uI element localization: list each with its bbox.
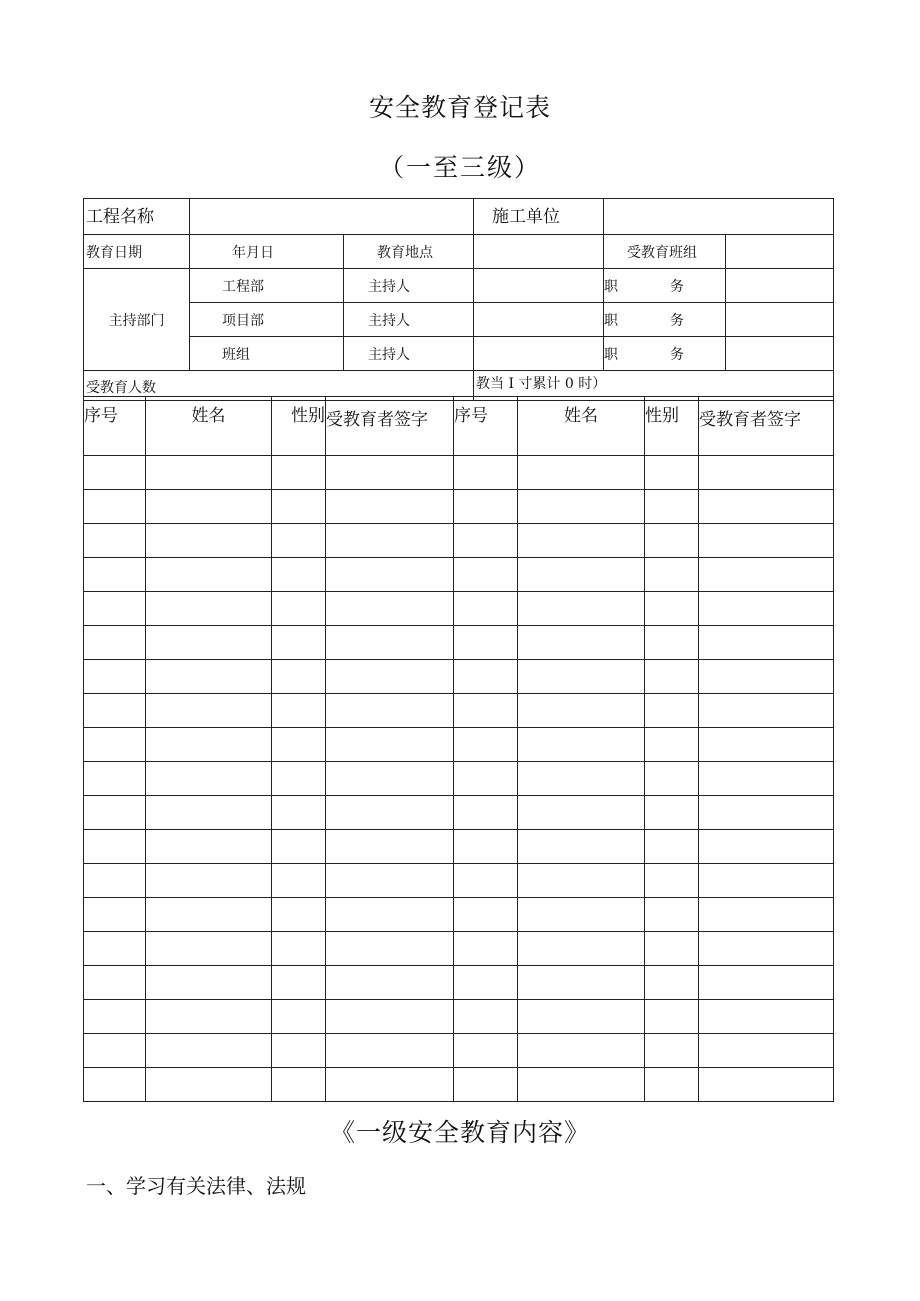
seq-cell[interactable]	[84, 558, 146, 592]
project-name-field[interactable]	[190, 199, 474, 235]
signature-cell[interactable]	[699, 1000, 834, 1034]
table-row	[84, 524, 834, 558]
name-cell[interactable]	[146, 864, 272, 898]
gender-cell[interactable]	[645, 490, 699, 524]
gender-cell[interactable]	[272, 558, 326, 592]
job-label	[604, 303, 726, 337]
seq-cell[interactable]	[84, 898, 146, 932]
gender-cell[interactable]	[645, 898, 699, 932]
construction-unit-field[interactable]	[604, 199, 834, 235]
gender-cell[interactable]	[272, 864, 326, 898]
signature-cell[interactable]	[699, 932, 834, 966]
name-cell[interactable]	[146, 626, 272, 660]
name-cell[interactable]	[146, 1000, 272, 1034]
header-signature: 受教育者签字	[699, 397, 834, 456]
signature-cell[interactable]	[326, 626, 454, 660]
seq-cell[interactable]	[84, 762, 146, 796]
gender-cell[interactable]	[272, 762, 326, 796]
seq-cell[interactable]	[84, 626, 146, 660]
gender-cell[interactable]	[645, 456, 699, 490]
host-field[interactable]	[474, 303, 604, 337]
gender-cell[interactable]	[645, 1000, 699, 1034]
table-row	[84, 1000, 834, 1034]
name-cell[interactable]	[518, 592, 645, 626]
document-title: 安全教育登记表	[368, 93, 551, 122]
seq-cell[interactable]	[84, 728, 146, 762]
table-row	[84, 898, 834, 932]
gender-cell[interactable]	[272, 932, 326, 966]
job-label	[604, 269, 726, 303]
seq-cell[interactable]	[454, 660, 518, 694]
signature-cell[interactable]	[699, 728, 834, 762]
seq-cell[interactable]	[454, 456, 518, 490]
signature-cell[interactable]	[699, 524, 834, 558]
gender-cell[interactable]	[645, 524, 699, 558]
job-label-a: 职	[604, 312, 618, 329]
signature-cell[interactable]	[326, 898, 454, 932]
gender-cell[interactable]	[645, 830, 699, 864]
seq-cell[interactable]	[454, 1000, 518, 1034]
name-cell[interactable]	[146, 592, 272, 626]
seq-cell[interactable]	[84, 694, 146, 728]
name-cell[interactable]	[518, 626, 645, 660]
name-cell[interactable]	[146, 796, 272, 830]
seq-cell[interactable]	[84, 660, 146, 694]
job-label-b: 务	[670, 346, 684, 363]
signature-cell[interactable]	[326, 932, 454, 966]
gender-cell[interactable]	[645, 558, 699, 592]
name-cell[interactable]	[518, 796, 645, 830]
gender-cell[interactable]	[272, 898, 326, 932]
seq-cell[interactable]	[454, 864, 518, 898]
name-cell[interactable]	[518, 694, 645, 728]
gender-cell[interactable]	[645, 864, 699, 898]
dept-name: 项目部	[190, 303, 344, 337]
section-title: 《一级安全教育内容》	[329, 1118, 590, 1147]
gender-cell[interactable]	[272, 728, 326, 762]
seq-cell[interactable]	[454, 524, 518, 558]
construction-unit-label: 施工单位	[474, 199, 604, 235]
gender-cell[interactable]	[272, 830, 326, 864]
seq-cell[interactable]	[454, 830, 518, 864]
name-cell[interactable]	[518, 932, 645, 966]
gender-cell[interactable]	[645, 694, 699, 728]
signature-cell[interactable]	[699, 490, 834, 524]
signature-cell[interactable]	[326, 660, 454, 694]
gender-cell[interactable]	[645, 592, 699, 626]
seq-cell[interactable]	[84, 1000, 146, 1034]
host-label: 主持人	[344, 269, 474, 303]
gender-cell[interactable]	[645, 762, 699, 796]
seq-cell[interactable]	[84, 524, 146, 558]
table-row	[84, 796, 834, 830]
project-name-label: 工程名称	[84, 199, 190, 235]
signature-cell[interactable]	[326, 762, 454, 796]
seq-cell[interactable]	[454, 966, 518, 1000]
header-gender: 性别	[272, 397, 326, 456]
signature-cell[interactable]	[326, 864, 454, 898]
seq-cell[interactable]	[454, 1068, 518, 1102]
table-row	[84, 456, 834, 490]
signature-cell[interactable]	[326, 830, 454, 864]
name-cell[interactable]	[146, 728, 272, 762]
signature-cell[interactable]	[699, 694, 834, 728]
table-row	[84, 558, 834, 592]
gender-cell[interactable]	[272, 1034, 326, 1068]
signature-cell[interactable]	[326, 524, 454, 558]
seq-cell[interactable]	[454, 592, 518, 626]
seq-cell[interactable]	[84, 592, 146, 626]
signature-cell[interactable]	[326, 592, 454, 626]
seq-cell[interactable]	[84, 966, 146, 1000]
table-row	[84, 1068, 834, 1102]
table-row	[84, 694, 834, 728]
table-row	[84, 932, 834, 966]
signature-cell[interactable]	[326, 694, 454, 728]
signature-cell[interactable]	[326, 1000, 454, 1034]
name-cell[interactable]	[518, 660, 645, 694]
name-cell[interactable]	[518, 524, 645, 558]
name-cell[interactable]	[146, 456, 272, 490]
table-row	[84, 762, 834, 796]
signature-cell[interactable]	[699, 830, 834, 864]
table-row	[84, 864, 834, 898]
table-row	[84, 966, 834, 1000]
table-row	[84, 626, 834, 660]
job-field[interactable]	[726, 303, 834, 337]
host-label: 主持人	[344, 337, 474, 371]
seq-cell[interactable]	[84, 796, 146, 830]
signature-cell[interactable]	[699, 592, 834, 626]
signature-cell[interactable]	[326, 456, 454, 490]
header-seq: 序号	[454, 397, 518, 456]
host-label: 主持人	[344, 303, 474, 337]
header-gender: 性别	[645, 397, 699, 456]
name-cell[interactable]	[146, 830, 272, 864]
edu-date-field[interactable]: 年月日	[190, 235, 344, 269]
signature-cell[interactable]	[699, 626, 834, 660]
host-field[interactable]	[474, 337, 604, 371]
name-cell[interactable]	[518, 1034, 645, 1068]
gender-cell[interactable]	[272, 1000, 326, 1034]
name-cell[interactable]	[146, 694, 272, 728]
job-label-a: 职	[604, 346, 618, 363]
seq-cell[interactable]	[454, 694, 518, 728]
signature-cell[interactable]	[326, 558, 454, 592]
table-row	[84, 490, 834, 524]
signature-cell[interactable]	[699, 966, 834, 1000]
gender-cell[interactable]	[272, 490, 326, 524]
edu-place-field[interactable]	[474, 235, 604, 269]
job-label-b: 务	[670, 278, 684, 295]
seq-cell[interactable]	[454, 796, 518, 830]
job-field[interactable]	[726, 337, 834, 371]
name-cell[interactable]	[146, 660, 272, 694]
gender-cell[interactable]	[645, 932, 699, 966]
class-label: 受教育班组	[604, 235, 726, 269]
gender-cell[interactable]	[272, 456, 326, 490]
signature-cell[interactable]	[326, 1034, 454, 1068]
gender-cell[interactable]	[645, 1034, 699, 1068]
signature-cell[interactable]	[699, 864, 834, 898]
signature-cell[interactable]	[326, 1068, 454, 1102]
job-field[interactable]	[726, 269, 834, 303]
seq-cell[interactable]	[84, 830, 146, 864]
signature-cell[interactable]	[699, 796, 834, 830]
document-subtitle: （一至三级）	[378, 153, 541, 182]
name-cell[interactable]	[518, 456, 645, 490]
seq-cell[interactable]	[454, 558, 518, 592]
name-cell[interactable]	[146, 762, 272, 796]
gender-cell[interactable]	[272, 966, 326, 1000]
seq-cell[interactable]	[454, 728, 518, 762]
gender-cell[interactable]	[272, 796, 326, 830]
seq-cell[interactable]	[84, 456, 146, 490]
seq-cell[interactable]	[454, 762, 518, 796]
table-row	[84, 728, 834, 762]
roster-header-row	[84, 397, 834, 456]
table-row	[84, 660, 834, 694]
name-cell[interactable]	[518, 830, 645, 864]
hours-label: 教当 I 寸累计 0 时）	[474, 371, 834, 401]
gender-cell[interactable]	[645, 796, 699, 830]
signature-cell[interactable]	[326, 728, 454, 762]
job-label-a: 职	[604, 278, 618, 295]
name-cell[interactable]	[518, 728, 645, 762]
seq-cell[interactable]	[454, 898, 518, 932]
count-label: 受教育人数	[84, 371, 474, 401]
signature-cell[interactable]	[326, 966, 454, 1000]
job-label	[604, 337, 726, 371]
table-row	[84, 1034, 834, 1068]
seq-cell[interactable]	[84, 1068, 146, 1102]
seq-cell[interactable]	[454, 932, 518, 966]
edu-place-label: 教育地点	[344, 235, 474, 269]
job-label-b: 务	[670, 312, 684, 329]
name-cell[interactable]	[518, 762, 645, 796]
gender-cell[interactable]	[272, 524, 326, 558]
name-cell[interactable]	[518, 898, 645, 932]
signature-cell[interactable]	[699, 456, 834, 490]
signature-cell[interactable]	[699, 660, 834, 694]
header-signature: 受教育者签字	[326, 397, 454, 456]
gender-cell[interactable]	[272, 626, 326, 660]
header-seq: 序号	[84, 397, 146, 456]
signature-cell[interactable]	[699, 1068, 834, 1102]
seq-cell[interactable]	[84, 490, 146, 524]
name-cell[interactable]	[146, 524, 272, 558]
seq-cell[interactable]	[454, 626, 518, 660]
signature-cell[interactable]	[326, 490, 454, 524]
seq-cell[interactable]	[454, 490, 518, 524]
name-cell[interactable]	[518, 1000, 645, 1034]
gender-cell[interactable]	[272, 694, 326, 728]
dept-name: 工程部	[190, 269, 344, 303]
name-cell[interactable]	[146, 1034, 272, 1068]
info-table	[83, 198, 834, 401]
gender-cell[interactable]	[645, 728, 699, 762]
content-item-1: 一、学习有关法律、法规	[86, 1174, 306, 1198]
name-cell[interactable]	[146, 966, 272, 1000]
name-cell[interactable]	[518, 864, 645, 898]
gender-cell[interactable]	[645, 626, 699, 660]
gender-cell[interactable]	[272, 660, 326, 694]
header-name: 姓名	[518, 397, 645, 456]
gender-cell[interactable]	[645, 660, 699, 694]
name-cell[interactable]	[146, 558, 272, 592]
signature-cell[interactable]	[699, 762, 834, 796]
signature-cell[interactable]	[326, 796, 454, 830]
class-field[interactable]	[726, 235, 834, 269]
name-cell[interactable]	[146, 898, 272, 932]
name-cell[interactable]	[518, 558, 645, 592]
seq-cell[interactable]	[84, 864, 146, 898]
host-dept-label: 主持部门	[84, 269, 190, 371]
dept-name: 班组	[190, 337, 344, 371]
table-row	[84, 592, 834, 626]
seq-cell[interactable]	[454, 1034, 518, 1068]
name-cell[interactable]	[146, 490, 272, 524]
gender-cell[interactable]	[272, 592, 326, 626]
name-cell[interactable]	[146, 1068, 272, 1102]
signature-cell[interactable]	[699, 898, 834, 932]
seq-cell[interactable]	[84, 932, 146, 966]
gender-cell[interactable]	[645, 1068, 699, 1102]
host-field[interactable]	[474, 269, 604, 303]
signature-cell[interactable]	[699, 1034, 834, 1068]
name-cell[interactable]	[146, 932, 272, 966]
header-name: 姓名	[146, 397, 272, 456]
signature-cell[interactable]	[699, 558, 834, 592]
name-cell[interactable]	[518, 490, 645, 524]
name-cell[interactable]	[518, 966, 645, 1000]
table-row	[84, 830, 834, 864]
edu-date-label: 教育日期	[84, 235, 190, 269]
gender-cell[interactable]	[272, 1068, 326, 1102]
seq-cell[interactable]	[84, 1034, 146, 1068]
name-cell[interactable]	[518, 1068, 645, 1102]
roster-table	[83, 396, 834, 1102]
gender-cell[interactable]	[645, 966, 699, 1000]
